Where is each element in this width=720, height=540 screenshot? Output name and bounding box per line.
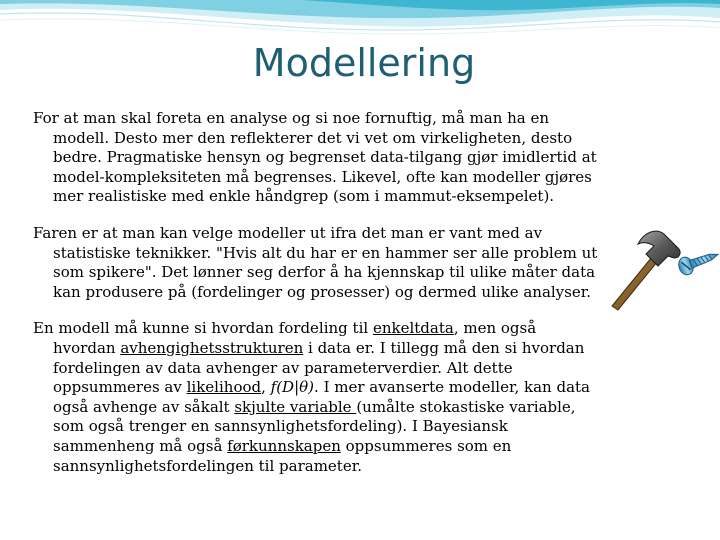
term-forkunnskapen: førkunnskapen [227, 436, 341, 455]
text-line [33, 437, 623, 457]
text-line [33, 378, 623, 398]
hammer-and-screw-drawing [598, 222, 720, 312]
text-line: model-kompleksiteten må begrenses. Likevel, ofte kan modeller gjøres [53, 167, 592, 186]
text-line [33, 319, 623, 339]
hammer-and-screw-icon [598, 222, 720, 312]
text-segment: oppsummeres som en [340, 436, 512, 455]
term-avhengighetsstrukturen: avhengighetsstrukturen [120, 338, 304, 357]
text-line: som spikere". Det lønner seg derfor å ha kjennskap til ulike måter data [53, 263, 596, 282]
likelihood-formula: f(D|θ) [270, 378, 315, 397]
text-line: fordelingen av data avhenger av parameterverdier. Alt dette [53, 358, 513, 377]
term-skjulte-variable: skjulte variable [234, 397, 357, 416]
slide-title: Modellering [252, 41, 476, 85]
paragraph-1 [33, 109, 623, 207]
text-segment: oppsummeres av [53, 378, 187, 397]
text-segment: sammenheng må også [53, 436, 228, 455]
text-line: som også trenger en sannsynlighetsfordeling). I Bayesiansk [53, 417, 508, 436]
text-segment: også avhenge av såkalt [53, 397, 235, 416]
text-line: For at man skal foreta en analyse og si noe fornuftig, må man ha en [33, 109, 550, 127]
text-segment: En modell må kunne si hvordan fordeling til [33, 319, 373, 338]
text-line: statistiske teknikker. "Hvis alt du har er en hammer ser alle problem ut [53, 243, 598, 262]
slide-body [33, 109, 623, 493]
term-enkeltdata: enkeltdata [372, 319, 454, 338]
text-segment: , [261, 378, 271, 397]
text-segment: , men også [453, 319, 537, 338]
text-line: modell. Desto mer den reflekterer det vi vet om virkeligheten, desto [53, 128, 573, 147]
text-segment: (umålte stokastiske variable, [356, 397, 576, 416]
text-line: sannsynlighetsfordelingen til parameter. [53, 456, 362, 475]
text-line: bedre. Pragmatiske hensyn og begrenset data-tilgang gjør imidlertid at [53, 148, 597, 167]
paragraph-3 [33, 319, 623, 476]
text-line: Faren er at man kan velge modeller ut ifra det man er vant med av [33, 223, 543, 242]
text-line: kan produsere på (fordelinger og prosesser) og dermed ulike analyser. [53, 282, 592, 301]
text-line [33, 398, 623, 418]
text-segment: hvordan [53, 338, 121, 357]
text-segment: . I mer avanserte modeller, kan data [314, 378, 590, 397]
term-likelihood: likelihood [186, 378, 262, 397]
text-segment: i data er. I tillegg må den si hvordan [303, 338, 585, 357]
paragraph-2 [33, 224, 623, 302]
text-line: mer realistiske med enkle håndgrep (som i mammut-eksempelet). [53, 187, 555, 206]
text-line [33, 339, 623, 359]
